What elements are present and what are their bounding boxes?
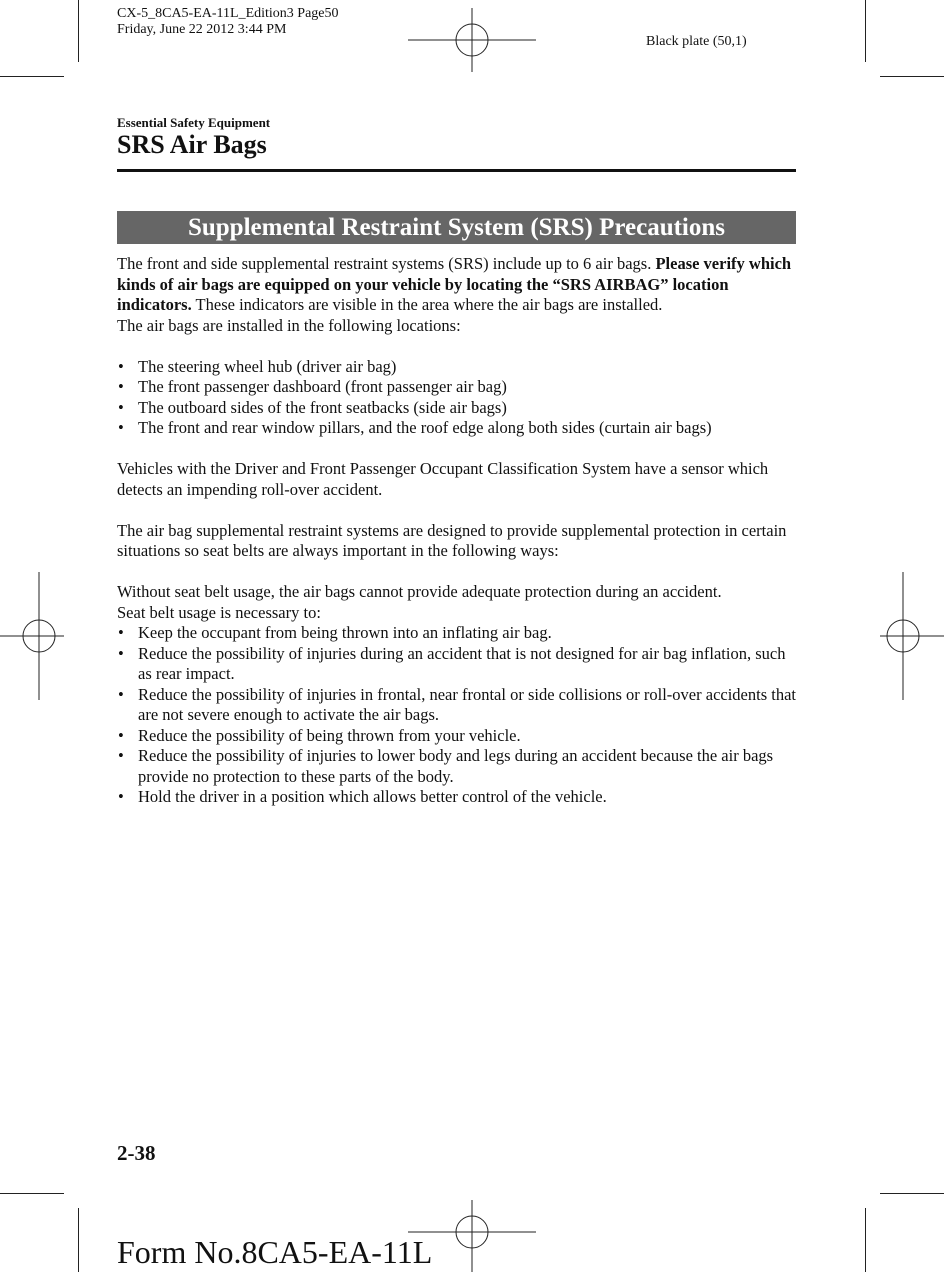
plate-info: Black plate (50,1): [646, 34, 747, 49]
crop-mark: [78, 1208, 79, 1272]
list-item: • Hold the driver in a position which allows better control of the vehicle.: [117, 787, 799, 808]
locations-list: [117, 357, 799, 439]
seatbelt-paragraph: Without seat belt usage, the air bags cannot provide adequate protection during an accident.: [117, 582, 722, 601]
list-item: • The front passenger dashboard (front passenger air bag): [117, 377, 799, 398]
title-rule: [117, 169, 796, 172]
crop-mark: [880, 76, 944, 77]
slug-timestamp: Friday, June 22 2012 3:44 PM: [117, 22, 287, 37]
form-number: Form No.8CA5-EA-11L: [117, 1234, 433, 1270]
supplemental-paragraph: The air bag supplemental restraint systems are designed to provide supplemental protection in certain situations so seat belts are always important in the following ways:: [117, 520, 787, 560]
list-item: • Reduce the possibility of injuries during an accident that is not designed for air bag inflation, such as rear impact.: [117, 644, 799, 685]
intro-text: The front and side supplemental restraint systems (SRS) include up to 6 air bags.: [117, 254, 656, 273]
intro-paragraph: [117, 254, 799, 316]
seatbelt-lead: Seat belt usage is necessary to:: [117, 602, 321, 622]
list-item: • The outboard sides of the front seatbacks (side air bags): [117, 398, 799, 419]
page-number: 2-38: [117, 1141, 156, 1165]
list-item: • The front and rear window pillars, and the roof edge along both sides (curtain air bags): [117, 418, 799, 439]
locations-lead: The air bags are installed in the following locations:: [117, 315, 461, 335]
section-banner: Supplemental Restraint System (SRS) Precautions: [117, 211, 796, 244]
list-item: • Reduce the possibility of injuries to lower body and legs during an accident because the air bags provide no protection to these parts of the body.: [117, 746, 799, 787]
page-title: SRS Air Bags: [117, 130, 267, 159]
intro-text-end: These indicators are visible in the area where the air bags are installed.: [191, 295, 663, 314]
registration-mark-icon: [408, 8, 536, 72]
crop-mark: [78, 0, 79, 62]
list-item: • Reduce the possibility of being thrown from your vehicle.: [117, 726, 799, 747]
list-item: • Keep the occupant from being thrown into an inflating air bag.: [117, 623, 799, 644]
rollover-paragraph: Vehicles with the Driver and Front Passenger Occupant Classification System have a sensor which detects an impending roll-over accident.: [117, 459, 769, 499]
crop-mark: [880, 1193, 944, 1194]
section-label: Essential Safety Equipment: [117, 115, 271, 130]
list-item: • The steering wheel hub (driver air bag): [117, 357, 799, 378]
crop-mark: [865, 1208, 866, 1272]
slug-job-info: CX-5_8CA5-EA-11L_Edition3 Page50: [117, 6, 339, 21]
seatbelt-reasons-list: [117, 623, 799, 808]
registration-mark-icon: [0, 572, 78, 700]
intro-emphasis: Please verify which kinds of air bags are equipped on your vehicle by locating the “SRS AIRBAG” location indicators.: [117, 254, 792, 314]
crop-mark: [0, 76, 64, 77]
list-item: • Reduce the possibility of injuries in frontal, near frontal or side collisions or roll-over accidents that are not severe enough to activate the air bags.: [117, 685, 799, 726]
crop-mark: [0, 1193, 64, 1194]
body-content: [117, 254, 799, 808]
registration-mark-icon: [872, 572, 950, 700]
crop-mark: [865, 0, 866, 62]
